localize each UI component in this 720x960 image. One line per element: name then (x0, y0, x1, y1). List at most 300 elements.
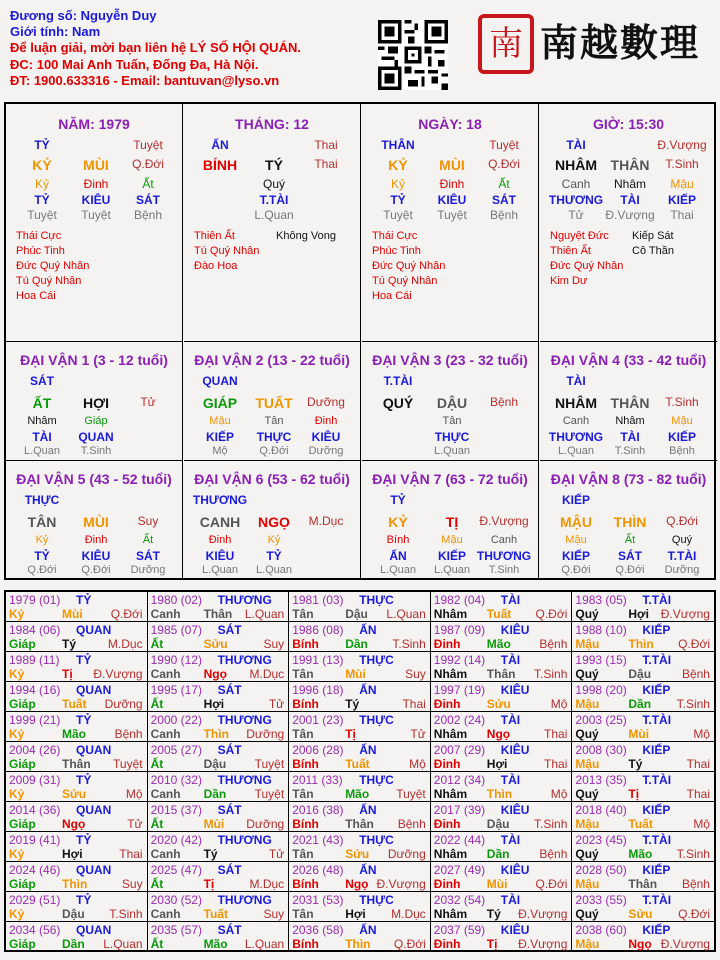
year-stem: Đinh (433, 637, 461, 651)
pillar-cell: TỶ (390, 193, 406, 207)
dai-van-cell: SÁT (136, 549, 160, 563)
year-label: 2012 (34) (433, 773, 486, 787)
dai-van-title: ĐẠI VẬN 7 (63 - 72 tuổi) (372, 471, 528, 487)
year-ten-god: T.TÀI (642, 653, 672, 667)
dai-van-cell: KIÊU (311, 430, 341, 444)
year-stem: Đinh (433, 697, 461, 711)
year-branch: Tị (628, 787, 640, 801)
year-label: 1990 (12) (150, 653, 202, 667)
year-phase: Bệnh (114, 727, 143, 741)
dai-van-cell: KIÊU (81, 549, 111, 563)
year-cell (431, 892, 573, 922)
year-ten-god: KIÊU (500, 863, 530, 877)
dai-van-cell: Suy (137, 514, 159, 528)
dai-van-cell: Mậu (441, 534, 463, 546)
year-branch: Thìn (203, 727, 229, 741)
year-ten-god: ẤN (359, 863, 377, 877)
dai-van-cell: TỊ (445, 514, 459, 530)
pillar-star: Không Vong (276, 230, 336, 242)
pillar-cell: TÝ (265, 157, 283, 173)
dai-van-cell: QUAN (78, 430, 114, 444)
year-stem: Quý (575, 607, 599, 621)
year-stem: Tân (292, 787, 314, 801)
year-stem: Bính (292, 757, 319, 771)
pillar-0 (6, 104, 183, 342)
year-label: 1993 (15) (575, 653, 627, 667)
year-phase: Bệnh (681, 877, 710, 891)
year-label: 2004 (26) (9, 743, 61, 757)
dai-van-cell: TÂN (27, 514, 57, 530)
pillar-star: Đức Quý Nhân (372, 260, 446, 272)
year-cell (148, 622, 290, 652)
year-label: 2007 (29) (433, 743, 486, 757)
year-stem: Quý (575, 667, 599, 681)
year-cell (6, 682, 148, 712)
year-stem: Tân (292, 907, 314, 921)
year-phase: M.Dục (249, 877, 285, 891)
dai-van-cell: Dưỡng (308, 445, 344, 457)
pillar-cell: Quý (262, 177, 286, 191)
dai-van-cell: Canh (490, 534, 518, 546)
year-label: 1992 (14) (433, 653, 486, 667)
pillar-cell: KIÊU (437, 193, 467, 207)
year-cell (148, 712, 290, 742)
year-label: 2010 (32) (150, 773, 202, 787)
dai-van-8 (540, 461, 717, 580)
year-label: 1980 (02) (150, 593, 202, 607)
pillar-cell: Đ.Vượng (605, 208, 655, 222)
pillar-cell: Tuyệt (81, 208, 111, 222)
year-label: 1983 (05) (575, 593, 627, 607)
year-stem: Canh (150, 727, 181, 741)
dai-van-cell: NHÂM (555, 395, 597, 411)
year-phase: Tuyệt (254, 787, 285, 801)
dai-van-cell: L.Quan (433, 564, 471, 576)
year-cell (572, 772, 714, 802)
year-ten-god: THƯƠNG (217, 773, 272, 787)
dai-van-cell: T.Sinh (80, 445, 112, 457)
dai-van-cell: L.Quan (379, 564, 417, 576)
pillar-cell: MÙI (83, 157, 109, 173)
year-cell (6, 772, 148, 802)
year-ten-god: THỰC (359, 713, 394, 727)
year-ten-god: KIẾP (642, 743, 671, 757)
pillar-title: THÁNG: 12 (235, 116, 309, 132)
year-stem: Tân (292, 667, 314, 681)
year-phase: Mộ (125, 787, 143, 801)
pillar-star: Đức Quý Nhân (550, 260, 624, 272)
year-label: 2036 (58) (292, 923, 344, 937)
year-stem: Bính (292, 877, 319, 891)
year-cell (431, 652, 573, 682)
pillar-cell: T.TÀI (259, 193, 289, 207)
year-cell (572, 832, 714, 862)
year-phase: Q.Đới (393, 937, 426, 951)
year-stem: Kỷ (9, 607, 25, 621)
year-cell (431, 772, 573, 802)
year-cell (6, 622, 148, 652)
dai-van-cell: Tân (264, 415, 284, 427)
year-ten-god: SÁT (217, 863, 242, 877)
year-branch: Sửu (486, 697, 511, 711)
year-phase: M.Dục (391, 907, 426, 921)
year-branch: Hợi (628, 607, 649, 621)
year-stem: Mậu (575, 817, 600, 831)
year-cell (289, 682, 431, 712)
year-label: 1988 (10) (575, 623, 627, 637)
year-phase: Mộ (550, 697, 568, 711)
year-branch: Dần (628, 697, 652, 711)
header-info (10, 8, 301, 89)
year-label: 2030 (52) (150, 893, 202, 907)
year-phase: Tử (268, 697, 285, 711)
year-cell (289, 622, 431, 652)
dai-van-cell: Q.Đới (259, 445, 289, 457)
year-cell (431, 622, 573, 652)
year-cell (6, 922, 148, 952)
pillar-cell: THÂN (610, 157, 650, 173)
year-cell (289, 652, 431, 682)
year-cell (289, 742, 431, 772)
year-label: 2015 (37) (150, 803, 202, 817)
year-branch: Hợi (345, 907, 366, 921)
pillar-star: Thiên Ất (194, 230, 235, 242)
year-cell (289, 922, 431, 952)
year-ten-god: THỰC (359, 833, 394, 847)
year-phase: Tử (410, 727, 426, 741)
year-ten-god: THƯƠNG (217, 713, 272, 727)
year-branch: Dậu (486, 817, 510, 831)
year-branch: Dần (486, 847, 510, 861)
year-cell (6, 712, 148, 742)
year-ten-god: TÀI (500, 893, 521, 907)
year-cell (431, 712, 573, 742)
year-phase: Đ.Vượng (518, 907, 568, 921)
year-ten-god: QUAN (76, 923, 112, 937)
dai-van-7 (362, 461, 539, 580)
dai-van-cell: THƯƠNG (548, 430, 604, 444)
year-label: 2034 (56) (9, 923, 61, 937)
dai-van-cell: Bính (386, 534, 410, 546)
year-phase: T.Sinh (676, 847, 710, 861)
dai-van-cell: T.Sinh (488, 564, 520, 576)
pillar-star: Hoa Cái (16, 290, 56, 302)
year-stem: Ất (150, 697, 164, 711)
pillar-star: Tú Quý Nhân (16, 275, 82, 287)
year-phase: Tuyệt (396, 787, 426, 801)
year-stem: Canh (150, 847, 181, 861)
year-label: 2020 (42) (150, 833, 202, 847)
dai-van-4 (540, 342, 717, 461)
year-branch: Mão (628, 847, 653, 861)
year-label: 2006 (28) (292, 743, 344, 757)
pillar-cell: ẤN (211, 138, 229, 152)
year-stem: Giáp (9, 937, 36, 951)
qr-code-icon[interactable] (378, 20, 448, 90)
year-branch: Sửu (62, 787, 87, 801)
year-ten-god: TÀI (500, 833, 521, 847)
dai-van-cell: QUÝ (382, 395, 414, 411)
year-cell (6, 862, 148, 892)
year-label: 2023 (45) (575, 833, 627, 847)
pillar-star: Tú Quý Nhân (194, 245, 260, 257)
year-phase: M.Dục (107, 637, 143, 651)
dai-van-cell: L.Quan (557, 445, 595, 457)
pillar-cell: THƯƠNG (548, 193, 604, 207)
year-cell (6, 892, 148, 922)
year-stem: Kỷ (9, 667, 25, 681)
brand-logo: 南越數理 (540, 20, 701, 65)
year-label: 1986 (08) (292, 623, 344, 637)
dai-van-title: ĐẠI VẬN 5 (43 - 52 tuổi) (16, 471, 172, 487)
year-phase: Q.Đới (110, 607, 143, 621)
dai-van-cell: L.Quan (201, 564, 239, 576)
seal-stamp-icon: 南 (478, 14, 534, 74)
year-ten-god: TỶ (76, 713, 92, 727)
year-branch: Thìn (628, 637, 654, 651)
dai-van-cell: SÁT (30, 374, 54, 388)
year-branch: Dần (345, 637, 368, 651)
year-branch: Mùi (62, 607, 83, 621)
year-ten-god: TỶ (76, 593, 92, 607)
year-ten-god: SÁT (217, 623, 242, 637)
year-ten-god: THỰC (359, 593, 394, 607)
dai-van-cell: NGỌ (258, 514, 290, 530)
dai-van-cell: KIẾP (667, 430, 697, 444)
year-label: 2014 (36) (9, 803, 61, 817)
year-stem: Tân (292, 727, 314, 741)
dai-van-cell: THƯƠNG (476, 549, 532, 563)
pillar-cell: KỶ (32, 157, 52, 173)
dai-van-cell: Bệnh (669, 445, 695, 457)
year-stem: Giáp (9, 817, 36, 831)
gender: Giới tính: Nam (10, 24, 101, 40)
year-phase: Tuyệt (113, 757, 143, 771)
year-label: 2005 (27) (150, 743, 202, 757)
year-stem: Kỷ (9, 727, 25, 741)
pillar-cell: Nhâm (613, 177, 647, 191)
pillar-cell: Đinh (83, 177, 109, 191)
year-stem: Kỷ (9, 847, 25, 861)
year-cell (572, 652, 714, 682)
dai-van-cell: Q.Đới (666, 514, 698, 528)
year-branch: Ngọ (628, 937, 652, 951)
dai-van-cell: Đinh (314, 415, 338, 427)
year-branch: Thìn (62, 877, 88, 891)
year-ten-god: KIÊU (500, 743, 530, 757)
dai-van-cell: MÙI (83, 514, 109, 530)
year-cell (572, 892, 714, 922)
year-phase: T.Sinh (109, 907, 143, 921)
year-phase: T.Sinh (392, 637, 426, 651)
pillar-cell: Thai (314, 138, 338, 152)
pillar-title: NĂM: 1979 (58, 116, 130, 132)
year-cell (289, 862, 431, 892)
dai-van-cell: SÁT (618, 549, 642, 563)
year-cell (6, 652, 148, 682)
year-ten-god: SÁT (217, 683, 242, 697)
dai-van-cell: TÀI (566, 374, 586, 388)
dai-van-5 (6, 461, 183, 580)
year-ten-god: THƯƠNG (217, 893, 272, 907)
year-ten-god: KIÊU (500, 683, 530, 697)
pillar-2 (362, 104, 539, 342)
year-cell (431, 592, 573, 622)
dai-van-cell: THỰC (24, 493, 60, 507)
year-phase: Dưỡng (104, 697, 143, 711)
dai-van-cell: T.TÀI (667, 549, 697, 563)
dai-van-cell: DẬU (436, 395, 468, 411)
year-branch: Ngọ (486, 727, 511, 741)
year-stem: Ất (150, 757, 164, 771)
year-stem: Nhâm (433, 907, 468, 921)
year-branch: Sửu (203, 637, 228, 651)
pillar-star: Kim Dư (550, 275, 588, 287)
year-branch: Tý (345, 697, 360, 711)
pillar-cell: TÀI (620, 193, 640, 207)
pillar-cell: Q.Đới (488, 157, 520, 171)
pillar-cell: Ất (498, 177, 510, 191)
year-branch: Ngọ (203, 667, 227, 681)
dai-van-cell: Tân (442, 415, 462, 427)
year-branch: Thân (203, 607, 233, 621)
year-branch: Thân (628, 877, 658, 891)
pillar-cell: Tuyệt (383, 208, 413, 222)
year-branch: Mùi (628, 727, 650, 741)
dai-van-cell: Q.Đới (27, 564, 57, 576)
year-cell (572, 712, 714, 742)
year-label: 1979 (01) (9, 593, 61, 607)
dai-van-cell: KIẾP (561, 549, 591, 563)
year-ten-god: SÁT (217, 743, 242, 757)
year-ten-god: KIẾP (642, 863, 671, 877)
year-stem: Ất (150, 937, 164, 951)
year-cell (289, 802, 431, 832)
year-phase: Thai (686, 787, 710, 801)
year-label: 2029 (51) (9, 893, 61, 907)
year-label: 2018 (40) (575, 803, 627, 817)
year-phase: Đ.Vượng (93, 667, 143, 681)
dai-van-cell: KIÊU (205, 549, 235, 563)
year-stem: Bính (292, 637, 319, 651)
year-branch: Ngọ (62, 817, 86, 831)
year-stem: Nhâm (433, 847, 468, 861)
pillar-cell: KỶ (388, 157, 408, 173)
year-phase: Q.Đới (535, 607, 568, 621)
year-phase: Q.Đới (535, 877, 568, 891)
dai-van-2 (184, 342, 361, 461)
year-label: 1996 (18) (292, 683, 344, 697)
dai-van-cell: Nhâm (27, 415, 57, 427)
year-phase: T.Sinh (534, 667, 568, 681)
year-branch: Dậu (345, 607, 368, 621)
year-branch: Tuất (628, 817, 653, 831)
year-stem: Bính (292, 817, 319, 831)
dai-van-3 (362, 342, 539, 461)
year-phase: Bệnh (681, 667, 710, 681)
year-branch: Thân (345, 817, 374, 831)
year-phase: T.Sinh (534, 817, 568, 831)
year-branch: Mão (62, 727, 86, 741)
year-branch: Tý (628, 757, 643, 771)
dai-van-cell: Q.Đới (561, 564, 591, 576)
dai-van-cell: KỶ (388, 514, 408, 530)
year-stem: Giáp (9, 877, 36, 891)
year-branch: Hợi (203, 697, 225, 711)
year-label: 2001 (23) (292, 713, 344, 727)
year-stem: Ất (150, 637, 164, 651)
year-ten-god: ẤN (359, 923, 377, 937)
year-label: 2003 (25) (575, 713, 627, 727)
year-label: 2025 (47) (150, 863, 202, 877)
dai-van-cell: Dưỡng (130, 564, 166, 576)
pillar-cell: Ất (142, 177, 154, 191)
pillar-cell: Tuyệt (437, 208, 467, 222)
year-cell (148, 892, 290, 922)
year-stem: Giáp (9, 637, 36, 651)
pillar-cell: Q.Đới (132, 157, 164, 171)
dai-van-cell: Kỷ (267, 534, 281, 546)
year-ten-god: TỶ (76, 893, 92, 907)
dai-van-cell: THỰC (434, 430, 470, 444)
year-phase: Q.Đới (678, 907, 710, 921)
year-phase: Thai (119, 847, 143, 861)
year-ten-god: ẤN (359, 803, 377, 817)
dai-van-cell: T.TÀI (383, 374, 413, 388)
year-phase: Tuyệt (254, 757, 285, 771)
year-branch: Tuất (62, 697, 87, 711)
year-cell (431, 682, 573, 712)
dai-van-cell: MẬU (560, 514, 592, 530)
year-cell (572, 682, 714, 712)
year-phase: Thai (544, 727, 568, 741)
year-phase: Suy (263, 907, 285, 921)
year-cell (6, 802, 148, 832)
year-label: 2038 (60) (575, 923, 627, 937)
year-label: 2032 (54) (433, 893, 486, 907)
year-label: 2008 (30) (575, 743, 627, 757)
pillar-cell: SÁT (136, 193, 160, 207)
year-branch: Tuất (203, 907, 229, 921)
pillar-cell: SÁT (492, 193, 516, 207)
year-label: 1982 (04) (433, 593, 486, 607)
year-stem: Quý (575, 727, 599, 741)
dai-van-cell: QUAN (202, 374, 238, 388)
year-label: 2002 (24) (433, 713, 486, 727)
year-cell (148, 922, 290, 952)
year-stem: Giáp (9, 757, 36, 771)
year-phase: Thai (402, 697, 426, 711)
year-phase: Đ.Vượng (376, 877, 426, 891)
annual-luck-grid (4, 590, 716, 952)
year-ten-god: QUAN (76, 623, 112, 637)
year-ten-god: TỶ (76, 773, 92, 787)
year-ten-god: KIÊU (500, 623, 530, 637)
year-label: 1998 (20) (575, 683, 627, 697)
year-ten-god: TÀI (500, 653, 521, 667)
pillar-cell: Thai (314, 157, 338, 171)
contact-note: Để luận giải, mời bạn liên hệ LÝ SỐ HỘI QUÁN. (10, 40, 301, 56)
year-stem: Canh (150, 907, 181, 921)
year-branch: Mùi (486, 877, 508, 891)
year-label: 1985 (07) (150, 623, 202, 637)
dai-van-cell: TỶ (390, 493, 406, 507)
year-phase: Suy (263, 637, 285, 651)
year-stem: Tân (292, 847, 314, 861)
year-stem: Quý (575, 907, 599, 921)
pillar-cell: MÙI (439, 157, 465, 173)
year-stem: Tân (292, 607, 314, 621)
